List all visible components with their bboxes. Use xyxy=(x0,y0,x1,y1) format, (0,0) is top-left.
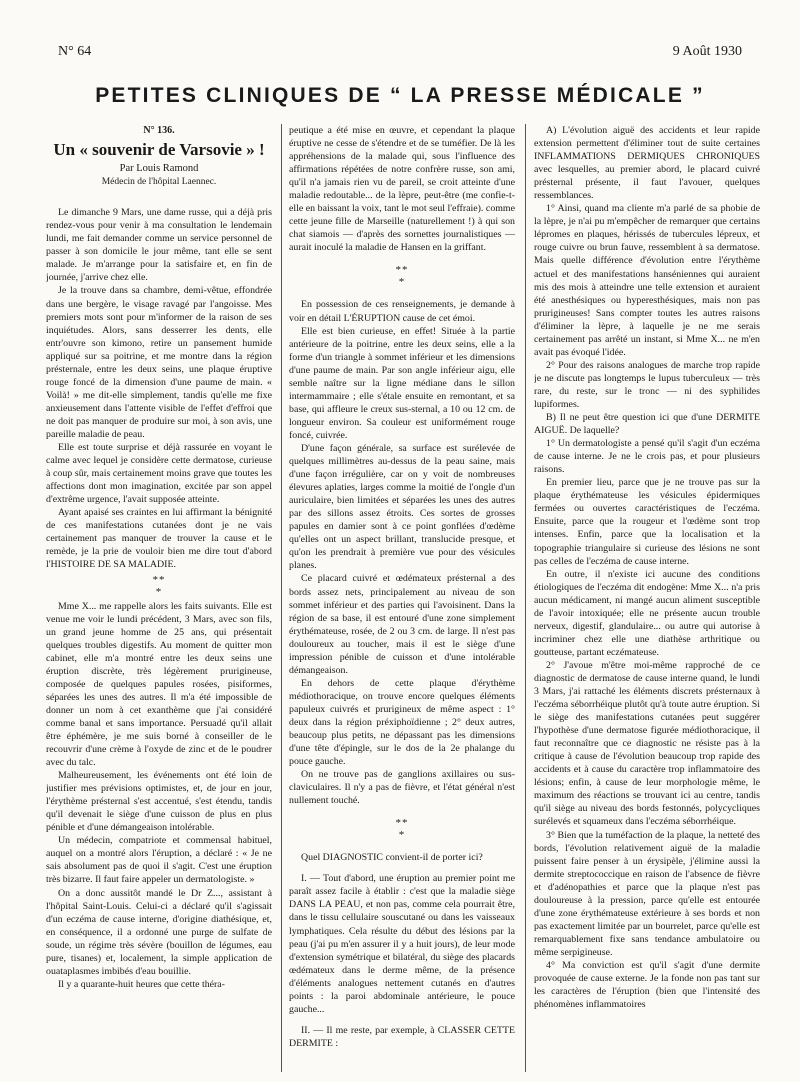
paragraph: II. — Il me reste, par exemple, à CLASSER CETTE DERMITE : xyxy=(289,1024,515,1049)
article-author: Par Louis Ramond xyxy=(119,163,199,175)
paragraph: Malheureusement, les événements ont été loin de justifier mes prévisions optimistes, et, de jour en jour, l'érythème présternal s'est accentué, s'est étendu, tandis qu'il devenait le siège d'une cuisson de plus en plus pénible et d'une démangeaison intolérable. xyxy=(46,770,272,834)
paragraph: Elle est toute surprise et déjà rassurée en voyant le calme avec lequel je considère cette dermatose, curieuse à coup sûr, mais certainement moins grave que toutes les affections dont mon imagination, excitée par son appel d'extrême urgence, l'avait supposée atteinte. xyxy=(46,442,272,506)
paragraph: Elle est bien curieuse, en effet! Située à la partie antérieure de la poitrine, entre les deux seins, elle a la forme d'un triangle à sommet inférieur et les dimensions d'une paume de main. Par son angle inférieur aigu, elle semble naître sur la ligne médiane dans le sillon intermammaire ; elle s'étale ensuite en remontant, et sa base, qui affleure le creux sus-sternal, a 10 ou 12 cm. de longueur environ. Sa couleur est uniformément rouge foncé, cuivrée. xyxy=(289,325,515,441)
article-columns xyxy=(46,124,764,1074)
paragraph: D'une façon générale, sa surface est surélevée de quelques millimètres au-dessus de la peau saine, mais d'une façon irrégulière, car on y voit de nombreuses élevures aplaties, larges comme la moitié de l'ongle d'un auriculaire, bien limitées et séparées les unes des autres par des sillons assez étroits. Ces sortes de grosses papules en damier sont à ce point gonflées d'œdème qu'elles ont un aspect brillant, translucide presque, et qu'on les prendrait à première vue pour des vésicules planes. xyxy=(289,442,515,572)
section-separator: ** * xyxy=(152,573,166,598)
issue-number: N° 64 xyxy=(58,44,92,59)
paragraph: Il y a quarante-huit heures que cette théra- xyxy=(58,978,225,990)
article-title: Un « souvenir de Varsovie » ! xyxy=(53,140,265,160)
page-header xyxy=(58,44,742,64)
paragraph: 4° Ma conviction est qu'il s'agit d'une dermite provoquée de cause externe. Je la fonde non pas tant sur les caractères de l'éruption (bien que l'intensité des phénomènes inflammatoires xyxy=(534,960,760,1011)
column-3 xyxy=(534,124,760,1074)
paragraph: En outre, il n'existe ici aucune des conditions étiologiques de l'eczéma dit endogène: Mme X... n'a pris aucun médicament, ni mangé aucun aliment susceptible de l'avoir intoxiquée; elle ne présente aucun trouble nerveux, digestif, glandulaire... ou autre qui autorise à incriminer chez elle une diathèse arthritique ou goutteuse, partant eczémateuse. xyxy=(534,568,760,658)
article-affiliation: Médecin de l'hôpital Laennec. xyxy=(101,177,217,188)
section-separator: ** * xyxy=(395,817,409,842)
paragraph: En dehors de cette plaque d'érythème médiothoracique, on trouve encore quelques éléments papuleux cuivrés et prurigineux de même aspect : 1° deux dans la région préxiphoïdienne ; 2° deux autres, beaucoup plus petits, ne dépassant pas les dimensions d'une tête d'épingle, sur le dos de la 2e phalange du pouce gauche. xyxy=(289,677,515,768)
paragraph: En premier lieu, parce que je ne trouve pas sur la plaque érythémateuse les vésicules épidermiques fermées ou ouvertes caractéristiques de l'eczéma. Ensuite, parce que la rougeur et l'œdème sont trop intenses. Enfin, parce que la localisation et la topographie triangulaire si curieuse des lésions ne sont pas celles de l'eczéma de cause interne. xyxy=(534,477,760,567)
paragraph: En possession de ces renseignements, je demande à voir en détail L'ÉRUPTION cause de cet émoi. xyxy=(289,299,515,324)
paragraph: Un médecin, compatriote et commensal habituel, auquel on a montré alors l'éruption, a déclaré : « Je ne sais absolument pas de quoi il s'agit. C'est une éruption très bizarre. Il faut faire appeler un dermatologiste. » xyxy=(46,835,272,886)
column-divider xyxy=(525,124,526,1072)
masthead: PETITES CLINIQUES DE “ LA PRESSE MÉDICALE ” xyxy=(95,84,705,107)
paragraph: peutique a été mise en œuvre, et cependant la plaque éruptive ne cesse de s'étendre et de se tuméfier. De là les appréhensions de la malade qui, sous l'influence des affirmations répétées de notre confrère russe, son ami, qu'il n'a jamais rien vu de pareil, se croit atteinte d'une maladie redoutable... de la lèpre, peut-être (me confie-t-elle en baissant la voix, tant le mot seul l'effraie). comme cette jeune fille de Marseille (naturellement !) à qui son chat siamois — d'après des sornettes journalistiques — aurait inoculé la maladie de Hansen en la griffant. xyxy=(289,125,515,254)
paragraph: On a donc aussitôt mandé le Dr Z..., assistant à l'hôpital Saint-Louis. Celui-ci a déclaré qu'il s'agissait d'un eczéma de cause interne, d'origine diathésique, et, en conséquence, il a ordonné une purge de sulfate de soude, un régime très sévère (bouillon de légumes, eau pure, tisanes) et, localement, la simple application de ouataplasmes imbibés d'eau bouillie. xyxy=(46,887,272,977)
paragraph: Le dimanche 9 Mars, une dame russe, qui a déjà pris rendez-vous pour venir à ma consultation le lendemain lundi, me fait demander comme un service personnel de passer à son domicile le jour même, tant elle se sent malade. Je m'arrange pour la satisfaire et, en fin de journée, j'arrive chez elle. xyxy=(46,207,272,284)
paragraph: On ne trouve pas de ganglions axillaires ou sus-claviculaires. Il n'y a pas de fièvre, et l'état général n'est nullement touché. xyxy=(289,769,515,807)
column-divider xyxy=(281,124,282,1072)
column-2 xyxy=(289,124,515,1074)
article-number: N° 136. xyxy=(143,125,175,136)
paragraph: Ayant apaisé ses craintes en lui affirmant la bénignité de ces manifestations cutanées dont je ne vais certainement pas manquer de trouver la cause et le remède, je la prie de vouloir bien me dire tout d'abord l'HISTOIRE DE SA MALADIE. xyxy=(46,507,272,571)
section-separator: ** * xyxy=(395,264,409,289)
paragraph: 1° Un dermatologiste a pensé qu'il s'agit d'un eczéma de cause interne. Je ne le crois pas, et pour plusieurs raisons. xyxy=(534,438,760,476)
paragraph: Mme X... me rappelle alors les faits suivants. Elle est venue me voir le lundi précédent, 3 Mars, avec son fils, un grand jeune homme de 25 ans, qui présentait quelques troubles digestifs. Au moment de quitter mon cabinet, elle m'a montré entre les deux seins une éruption discrète, très légèrement prurigineuse, composée de quelques papules rosées, pisiformes, séparées les unes des autres. Il m'a été impossible de donner un nom à cet exanthème que j'ai considéré comme banal et sans importance. Persuadé qu'il allait être éphémère, je me suis borné à conseiller de le recouvrir d'une crème à l'oxyde de zinc et de le poudrer avec du talc. xyxy=(46,600,272,769)
issue-date: 9 Août 1930 xyxy=(672,44,742,59)
paragraph: 2° J'avoue m'être moi-même rapproché de ce diagnostic de dermatose de cause interne quand, le lundi 3 Mars, j'ai rattaché les éléments discrets présternaux à l'eczéma séborrhéique plutôt qu'à toute autre éruption. Si le siège des manifestations cutanées peut suggérer l'hypothèse d'une dermatose figurée médiothoracique, il faut reconnaître que ce diagnostic ne résiste pas à la critique à cause de l'évolution beaucoup trop rapide des accidents et à cause du caractère trop inflammatoire des lésions; enfin, à cause de leur morphologie même, le maximum des réactions se trouvant ici au centre, tandis qu'il siège au niveau des bords festonnés, polycycliques surélevés et squameux dans l'eczéma séborrhéique. xyxy=(534,659,760,828)
paragraph: 1° Ainsi, quand ma cliente m'a parlé de sa phobie de la lèpre, je n'ai pu m'empêcher de remarquer que certains lépromes en plaques, hérissés de tubercules lépreux, et rouge cuivre ou brun fauve, ressemblent à sa dermatose. Mais quelle différence d'évolution entre l'érythème actuel et des manifestations hanséniennes qui auraient mis des mois à atteindre une telle extension et auraient été anesthésiques ou hyperesthésiques, mais non pas prurigineuses! Sans compter toutes les autres raisons d'éliminer la lèpre, à laquelle je ne me serais certainement pas arrêté un instant, si Mme X... ne m'en avait pas évoqué l'idée. xyxy=(534,203,760,358)
paragraph: Ce placard cuivré et œdémateux présternal a des bords assez nets, principalement au niveau de son sommet inférieur et des parties qui l'avoisinent. Dans la région de sa base, il est entouré d'une zone simplement érythémateuse, rosée, de 2 ou 3 cm. de large. Il n'est pas douloureux au toucher, mais il est le siège d'une impression pénible de cuisson et d'une intolérable démangeaison. xyxy=(289,573,515,676)
paragraph: 2° Pour des raisons analogues de marche trop rapide je ne discute pas longtemps le lupus tuberculeux — très rare, du reste, sur le tronc — ni des syphilides lupiformes. xyxy=(534,359,760,410)
paragraph: A) L'évolution aiguë des accidents et leur rapide extension permettent d'éliminer tout de suite certaines INFLAMMATIONS DERMIQUES CHRONIQUES avec lesquelles, au premier abord, le placard cuivré présternal présente, il faut l'avouer, quelques ressemblances. xyxy=(534,125,760,202)
paragraph: Je la trouve dans sa chambre, demi-vêtue, effondrée dans une bergère, le visage ravagé par l'angoisse. Mes premiers mots sont pour m'informer de la raison de ses inquiétudes. Alors, sans desserrer les dents, elle entr'ouvre son kimono, retire un pansement humide appliqué sur sa poitrine, et me montre dans la région présternale, entre les deux seins, une plaque éruptive rouge foncé de la dimension d'une paume de main. « Voilà! » me dit-elle simplement, tandis qu'elle me fixe anxieusement dans l'attente visible de l'effet d'effroi que ne doit pas manquer de produire sur moi, à son avis, une pareille maladie de peau. xyxy=(46,285,272,440)
paragraph: Quel DIAGNOSTIC convient-il de porter ici? xyxy=(301,852,483,864)
paragraph: I. — Tout d'abord, une éruption au premier point me paraît assez facile à établir : c'est que la maladie siège DANS LA PEAU, et non pas, comme cela pourrait être, dans le tissu cellulaire souscutané ou dans les vaisseaux lymphatiques. Cela résulte du début des lésions par la peau (j'ai pu m'en assurer il y a huit jours), de leur mode d'extension symétrique et bilatéral, du siège des placards œdémateux dans le derme même, de la présence d'éléments analogues nettement cutanés en d'autres points : la paroi abdominale antérieure, le pouce gauche... xyxy=(289,873,515,1015)
column-1 xyxy=(46,124,272,1074)
paragraph: B) Il ne peut être question ici que d'une DERMITE AIGUË. De laquelle? xyxy=(534,412,760,437)
paragraph: 3° Bien que la tuméfaction de la plaque, la netteté des bords, l'évolution relativement aiguë de la maladie puissent faire penser à un érysipèle, j'élimine aussi la dermite streptococcique en raison de l'absence de fièvre et d'adénopathies et parce que la plaque n'est pas douloureuse à la pression, parce qu'elle est entourée d'une zone érythémateuse extérieure à ses bords et non pas exactement limitée par un bourrelet, parce qu'elle est remarquablement fixe sans tendance ambulatoire ou même serpigineuse. xyxy=(534,829,760,958)
